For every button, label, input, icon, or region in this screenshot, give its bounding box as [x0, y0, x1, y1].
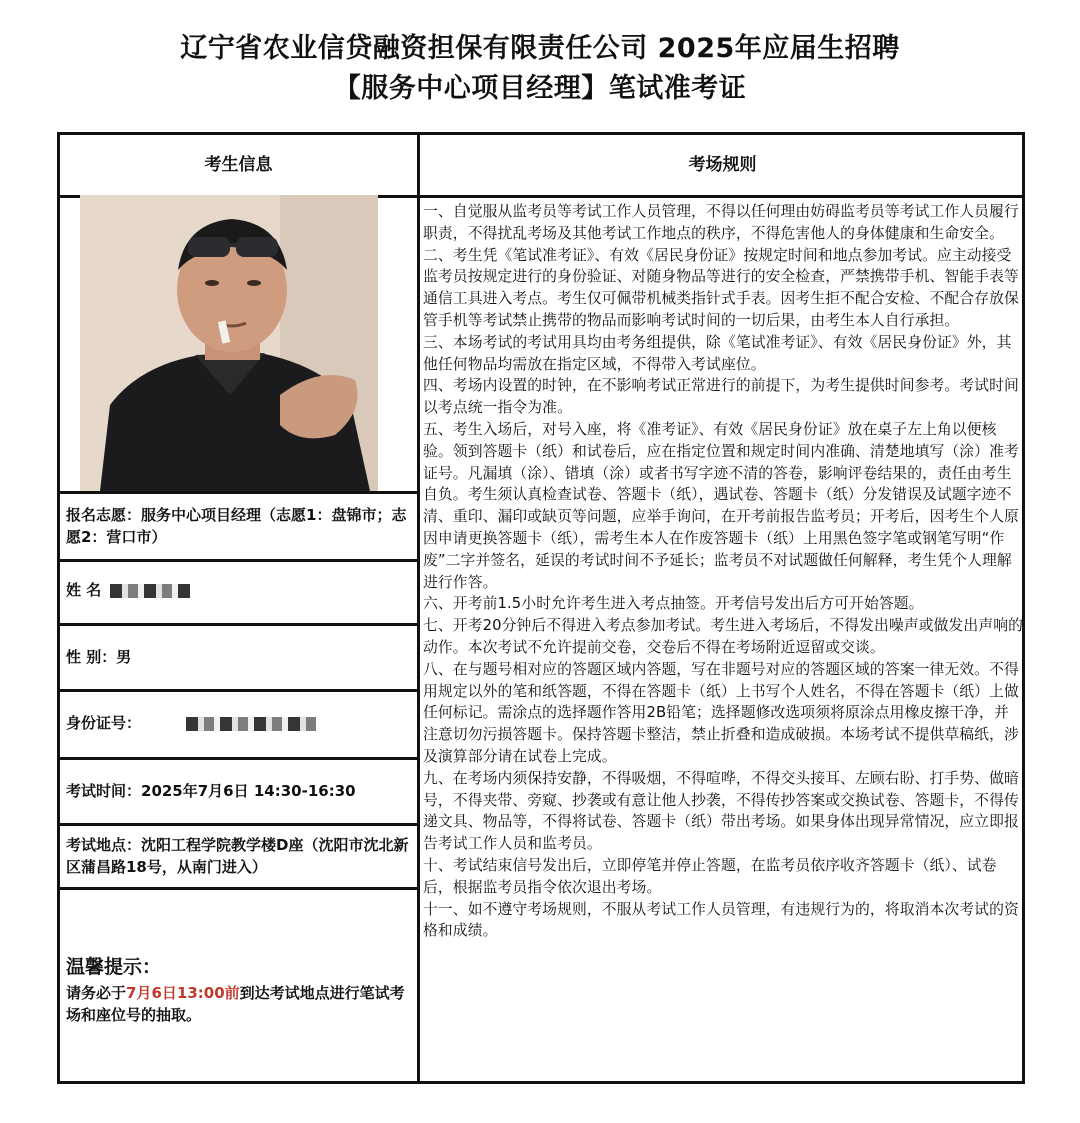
document-title: 辽宁省农业信贷融资担保有限责任公司 2025年应届生招聘 — [180, 33, 900, 64]
document-subtitle: 【服务中心项目经理】笔试准考证 — [333, 73, 747, 104]
rule-item: 九、在考场内须保持安静，不得吸烟，不得喧哗，不得交头接耳、左顾右盼、打手势、做暗号，不得夹带、旁窥、抄袭或有意让他人抄袭，不得传抄答案或交换试卷、答题卡，不得传递文具、物品等，不得将试卷、答题卡（纸）带出考场。如果身体出现异常情况，应立即报告考试工作人员和监考员。 — [423, 769, 1019, 853]
tip-prefix: 请务必于 — [66, 984, 127, 1002]
rule-item: 二、考生凭《笔试准考证》、有效《居民身份证》按规定时间和地点参加考试。应主动接受监考员按规定进行的身份验证、对随身物品等进行的安全检查，严禁携带手机、智能手表等通信工具进入考点。考生仅可佩带机械类指针式手表。因考生拒不配合安检、不配合存放保管手机等考试禁止携带的物品而影响考试时间的一切后果，由考生本人自行承担。 — [423, 246, 1019, 329]
column-divider — [417, 135, 420, 1081]
rule-item: 七、开考20分钟后不得进入考点参加考试。考生进入考场后，不得发出噪声或做发出声响的动作。本次考试不允许提前交卷，交卷后不得在考场附近逗留或交谈。 — [423, 617, 1024, 656]
tip-suffix: 到达考试地点进行笔试考场和座位号的抽取。 — [66, 984, 405, 1024]
rule-item: 五、考生入场后，对号入座，将《准考证》、有效《居民身份证》放在桌子左上角以便核验。领到答题卡（纸）和试卷后，应在指定位置和规定时间内准确、清楚地填写（涂）准考证号。凡漏填（涂）、错填（涂）或者书写字迹不清的答卷，影响评卷结果的，责任由考生自负。考生须认真检查试卷、答题卡（纸），遇试卷、答题卡（纸）分发错误及试题字迹不清、重印、漏印或缺页等问题，应举手询问，在开考前报告监考员；开考后，因考生个人原因申请更换答题卡（纸），需考生本人在作废答题卡（纸）上用黑色签字笔或钢笔写明“作废”二字并签名，延误的考试时间不予延长；监考员不对试题做任何解释，考生凭个人理解进行作答。 — [423, 420, 1019, 591]
preference-row — [60, 491, 417, 559]
tip-row — [60, 887, 417, 1081]
preference-text: 报名志愿：服务中心项目经理（志愿1：盘锦市；志愿2：营口市） — [66, 506, 407, 546]
candidate-info-header: 考生信息 — [204, 155, 273, 175]
tip-title: 温馨提示： — [66, 956, 162, 978]
rule-item: 十一、如不遵守考场规则，不服从考试工作人员管理，有违规行为的，将取消本次考试的资格和成绩。 — [423, 900, 1019, 940]
gender-text: 性 别：男 — [66, 648, 132, 666]
exam-rules-header: 考场规则 — [688, 155, 757, 175]
rule-item: 四、考场内设置的时钟，在不影响考试正常进行的前提下，为考生提供时间参考。考试时间以考点统一指令为准。 — [423, 377, 1019, 417]
rule-item: 六、开考前1.5小时允许考生进入考点抽签。开考信号发出后方可开始答题。 — [423, 595, 924, 613]
exam-location-row — [60, 823, 417, 887]
name-row — [60, 559, 417, 623]
portrait-icon — [80, 195, 378, 491]
rule-item: 八、在与题号相对应的答题区域内答题，写在非题号对应的答题区域的答案一律无效。不得用规定以外的笔和纸答题，不得在答题卡（纸）上书写个人姓名，不得在答题卡（纸）上做任何标记。需涂点的选择题作答用2B铅笔；选择题修改选项须将原涂点用橡皮擦干净，并注意切勿污损答题卡。保持答题卡整洁，禁止折叠和造成破损。本场考试不提供草稿纸，涉及演算部分请在试卷上完成。 — [423, 660, 1019, 765]
exam-location-text: 考试地点：沈阳工程学院教学楼D座（沈阳市沈北新区蒲昌路18号，从南门进入） — [66, 836, 409, 876]
id-label: 身份证号： — [66, 714, 142, 732]
rules-list — [423, 201, 1023, 942]
candidate-photo — [80, 195, 378, 491]
exam-time-text: 考试时间：2025年7月6日 14:30-16:30 — [66, 782, 356, 800]
rule-item: 一、自觉服从监考员等考试工作人员管理，不得以任何理由妨碍监考员等考试工作人员履行职责，不得扰乱考场及其他考试工作地点的秩序，不得危害他人的身体健康和生命安全。 — [423, 203, 1019, 242]
admission-card — [57, 132, 1025, 1084]
name-redacted — [110, 584, 190, 598]
rule-item: 十、考试结束信号发出后，立即停笔并停止答题，在监考员依序收齐答题卡（纸）、试卷后，根据监考员指令依次退出考场。 — [423, 856, 997, 896]
rule-item: 三、本场考试的考试用具均由考务组提供，除《笔试准考证》、有效《居民身份证》外，其他任何物品均需放在指定区域，不得带入考试座位。 — [423, 333, 1012, 373]
tip-highlight: 7月6日13:00前 — [126, 984, 240, 1002]
id-redacted — [186, 717, 316, 731]
exam-time-row — [60, 757, 417, 823]
gender-row — [60, 623, 417, 689]
id-row — [60, 689, 417, 757]
name-label: 姓 名 — [66, 581, 102, 599]
